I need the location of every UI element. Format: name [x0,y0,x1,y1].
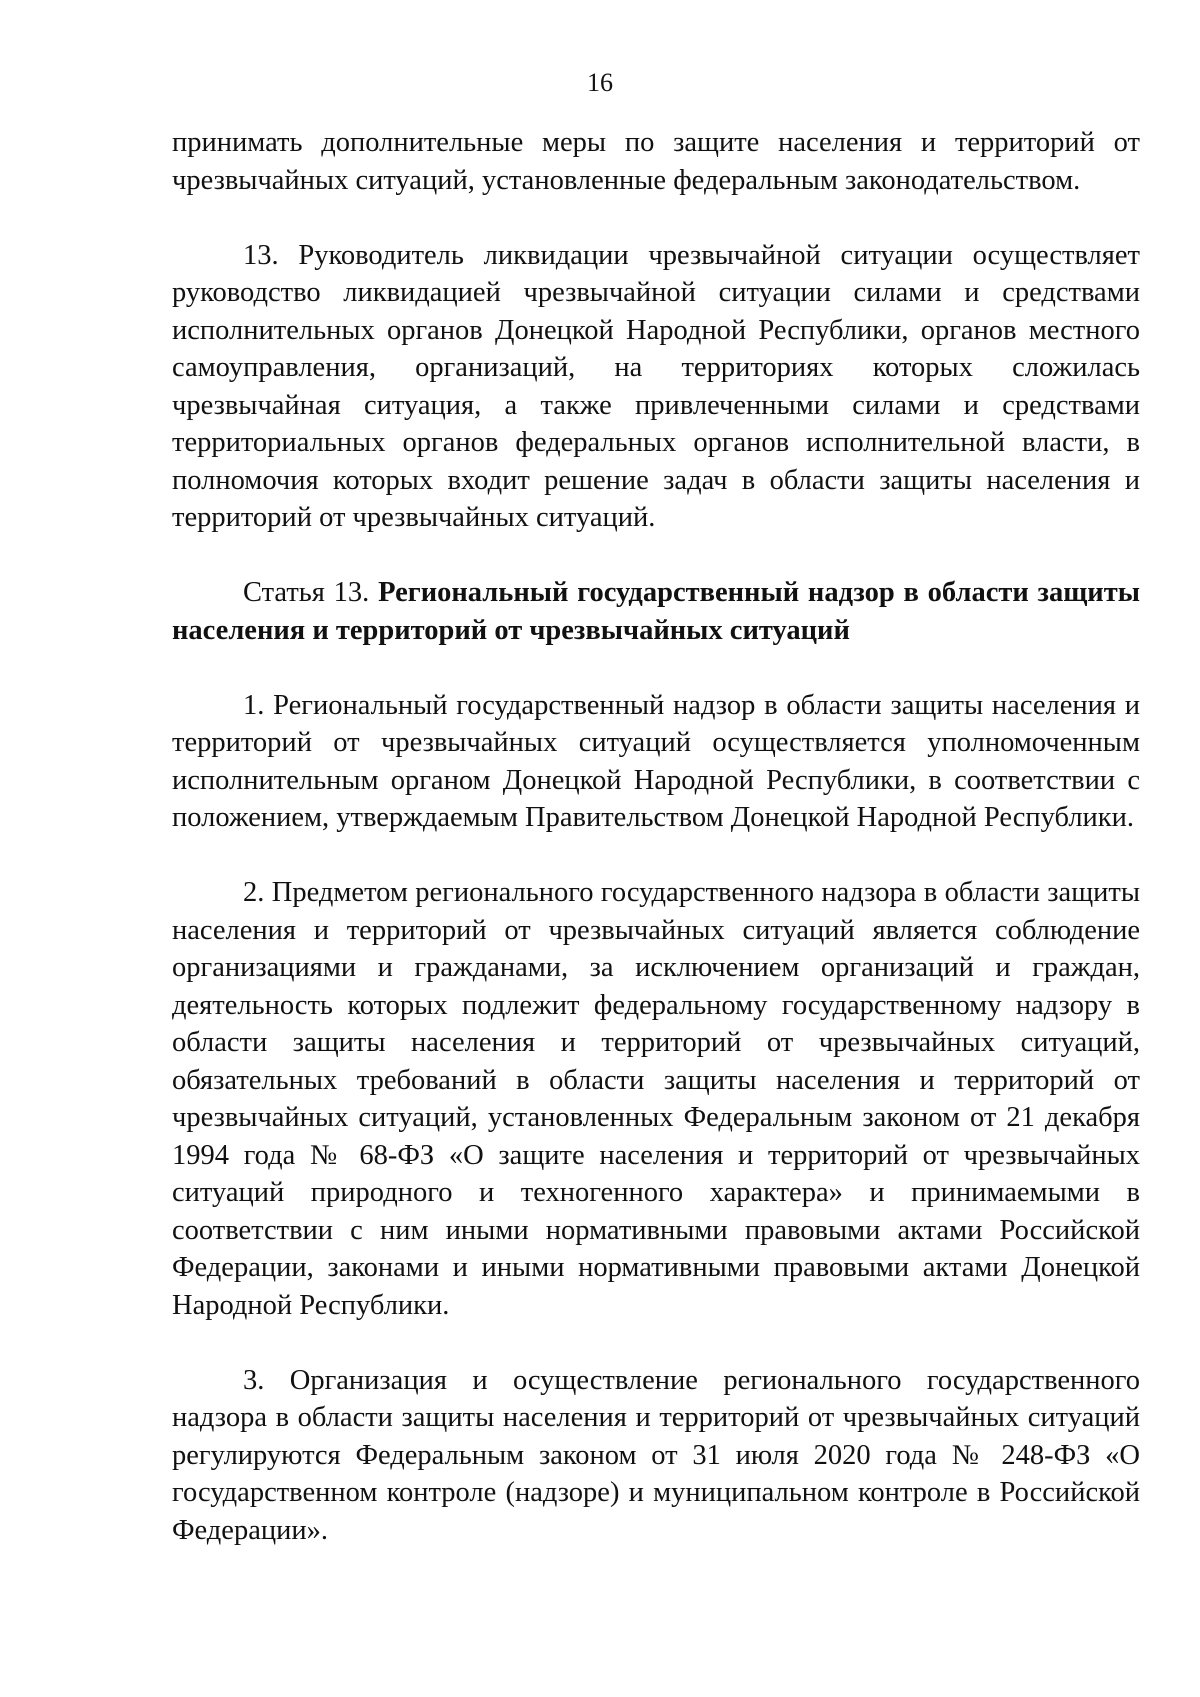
paragraph-item-2: 2. Предметом регионального государственного надзора в области защиты населения и территорий от чрезвычайных ситуаций является соблюдение организациями и гражданами, за исключением организаций и граждан, деятельность которых подлежит федеральному государственному надзору в области защиты населения и территорий от чрезвычайных ситуаций, обязательных требований в области защиты населения и территорий от чрезвычайных ситуаций, установленных Федеральным законом от 21 декабря 1994 года № 68-ФЗ «О защите населения и территорий от чрезвычайных ситуаций природного и техногенного характера» и принимаемыми в соответствии с ним иными нормативными правовыми актами Российской Федерации, законами и иными нормативными правовыми актами Донецкой Народной Республики. [172,877,1140,1321]
article-label: Статья 13. [243,577,379,608]
page-number: 16 [587,68,613,97]
paragraph-item-13: 13. Руководитель ликвидации чрезвычайной ситуации осуществляет руководство ликвидацией чрезвычайной ситуации силами и средствами исполнительных органов Донецкой Народной Республики, органов местного самоуправления, организаций, на территориях которых сложилась чрезвычайная ситуация, а также привлеченными силами и средствами территориальных органов федеральных органов исполнительной власти, в полномочия которых входит решение задач в области защиты населения и территорий от чрезвычайных ситуаций. [172,239,1140,533]
paragraph-continuation: принимать дополнительные меры по защите населения и территорий от чрезвычайных ситуаций, установленные федеральным законодательством. [172,127,1140,196]
paragraph-item-3: 3. Организация и осуществление регионального государственного надзора в области защиты населения и территорий от чрезвычайных ситуаций регулируются Федеральным законом от 31 июля 2020 года № 248-ФЗ «О государственном контроле (надзоре) и муниципальном контроле в Российской Федерации». [172,1364,1140,1546]
paragraph-item-1: 1. Региональный государственный надзор в области защиты населения и территорий от чрезвычайных ситуаций осуществляется уполномоченным исполнительным органом Донецкой Народной Республики, в соответствии с положением, утверждаемым Правительством Донецкой Народной Республики. [172,689,1140,833]
article-heading [172,574,1140,649]
document-body [172,124,1140,1549]
article-title: Региональный государственный надзор в области защиты населения и территорий от чрезвычайных ситуаций [172,577,1140,646]
